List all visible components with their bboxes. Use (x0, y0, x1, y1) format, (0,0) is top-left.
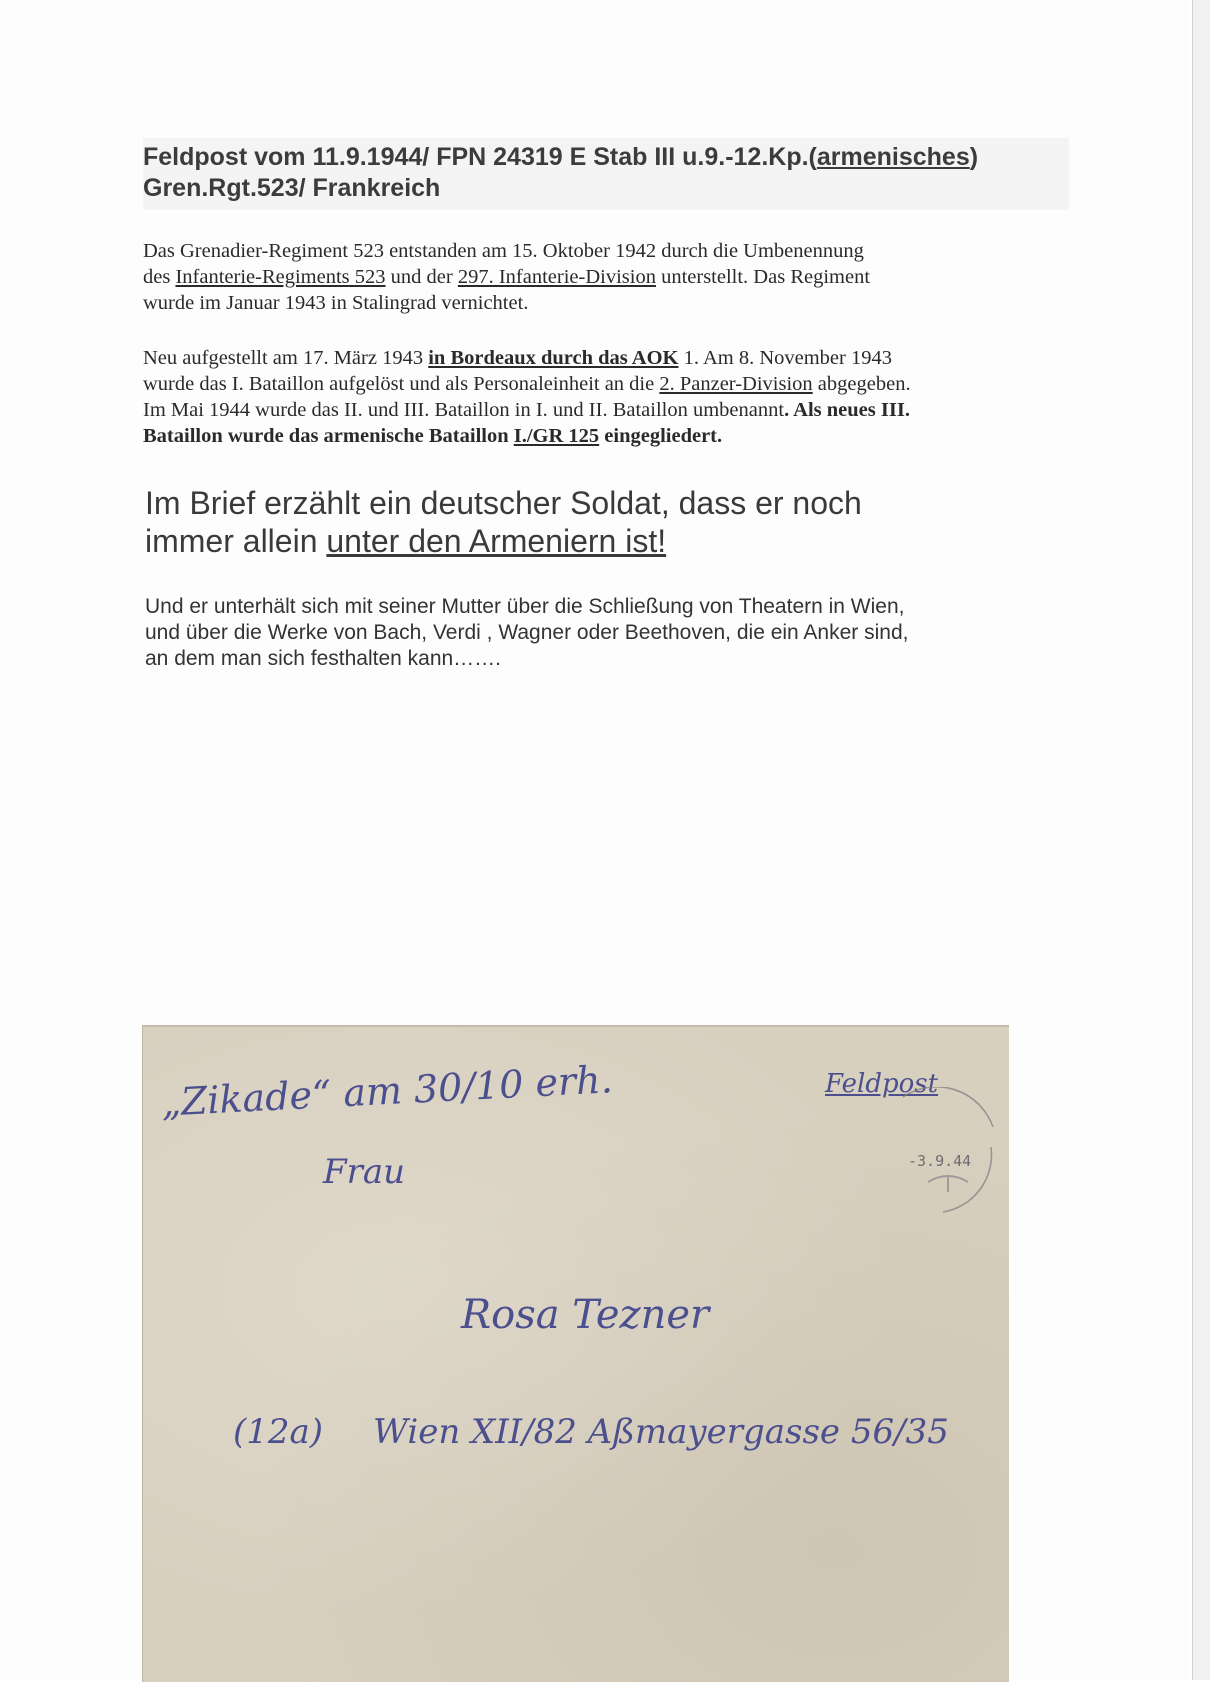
highlight-text (145, 484, 1105, 560)
text: und der (385, 266, 458, 288)
page-title (143, 138, 1069, 210)
paragraph-line: Das Grenadier-Regiment 523 entstanden am 15. Oktober 1942 durch die Umbenennung (143, 240, 864, 262)
gr125-link: I./GR 125 (513, 425, 600, 447)
envelope (143, 1025, 1009, 1682)
title-line-1 (143, 142, 1063, 173)
text: Neu aufgestellt am 17. März 1943 (143, 347, 429, 369)
envelope-note: „Zikade“ am 30/10 erh. (160, 1057, 614, 1125)
text: abgegeben. (812, 373, 911, 395)
infantry-division-link: 297. Infanterie-Division (457, 266, 656, 288)
address: Wien XII/82 Aßmayergasse 56/35 (373, 1412, 949, 1452)
bold-text: . Als neues III. (784, 399, 910, 421)
postmark-date: -3.9.44 (908, 1152, 972, 1170)
text: unterstellt. Das Regiment (655, 266, 871, 288)
panzer-division-link: 2. Panzer-Division (659, 373, 813, 395)
paragraph-history (143, 238, 1063, 316)
paragraph-line (143, 264, 1063, 290)
paragraph-line (143, 371, 1063, 397)
text: 1. Am 8. November 1943 (678, 347, 892, 369)
scan-edge (1192, 0, 1210, 1680)
highlight-underlined: unter den Armeniern ist! (326, 523, 667, 559)
note-text (145, 594, 1105, 672)
paragraph-line (143, 345, 1063, 371)
paragraph-line (143, 423, 1063, 449)
infantry-regiment-link: Infanterie-Regiments 523 (175, 266, 386, 288)
text: immer allein (145, 523, 327, 559)
salutation: Frau (323, 1152, 406, 1192)
bold-text: eingegliedert. (599, 425, 723, 447)
title-text: Feldpost vom 11.9.1944/ FPN 24319 E Stab III u.9.-12.Kp.( (143, 143, 817, 171)
paragraph-reformation (143, 345, 1063, 449)
title-text-end: ) (969, 143, 979, 171)
recipient-name: Rosa Tezner (461, 1292, 710, 1338)
note-line: an dem man sich festhalten kann……. (145, 647, 502, 670)
highlight-line (145, 522, 1105, 560)
title-line-2: Gren.Rgt.523/ Frankreich (143, 174, 441, 202)
note-line: und über die Werke von Bach, Verdi , Wagner oder Beethoven, die ein Anker sind, (145, 621, 909, 644)
note-line: Und er unterhält sich mit seiner Mutter über die Schließung von Theatern in Wien, (145, 595, 905, 618)
text: des (143, 266, 176, 288)
feldpost-label: Feldpost (825, 1069, 939, 1099)
title-underlined: armenisches (816, 143, 970, 171)
bold-text: Bataillon wurde das armenische Bataillon (143, 425, 514, 447)
postal-district: (12a) (233, 1412, 324, 1452)
bordeaux-aok-text: in Bordeaux durch das AOK (428, 347, 679, 369)
text: Im Mai 1944 wurde das II. und III. Bataillon in I. und II. Bataillon umbenannt (143, 399, 785, 421)
text: wurde das I. Bataillon aufgelöst und als Personaleinheit an die (143, 373, 660, 395)
paragraph-line (143, 397, 1063, 423)
highlight-line: Im Brief erzählt ein deutscher Soldat, dass er noch (145, 485, 862, 521)
paragraph-line: wurde im Januar 1943 in Stalingrad vernichtet. (143, 292, 529, 314)
